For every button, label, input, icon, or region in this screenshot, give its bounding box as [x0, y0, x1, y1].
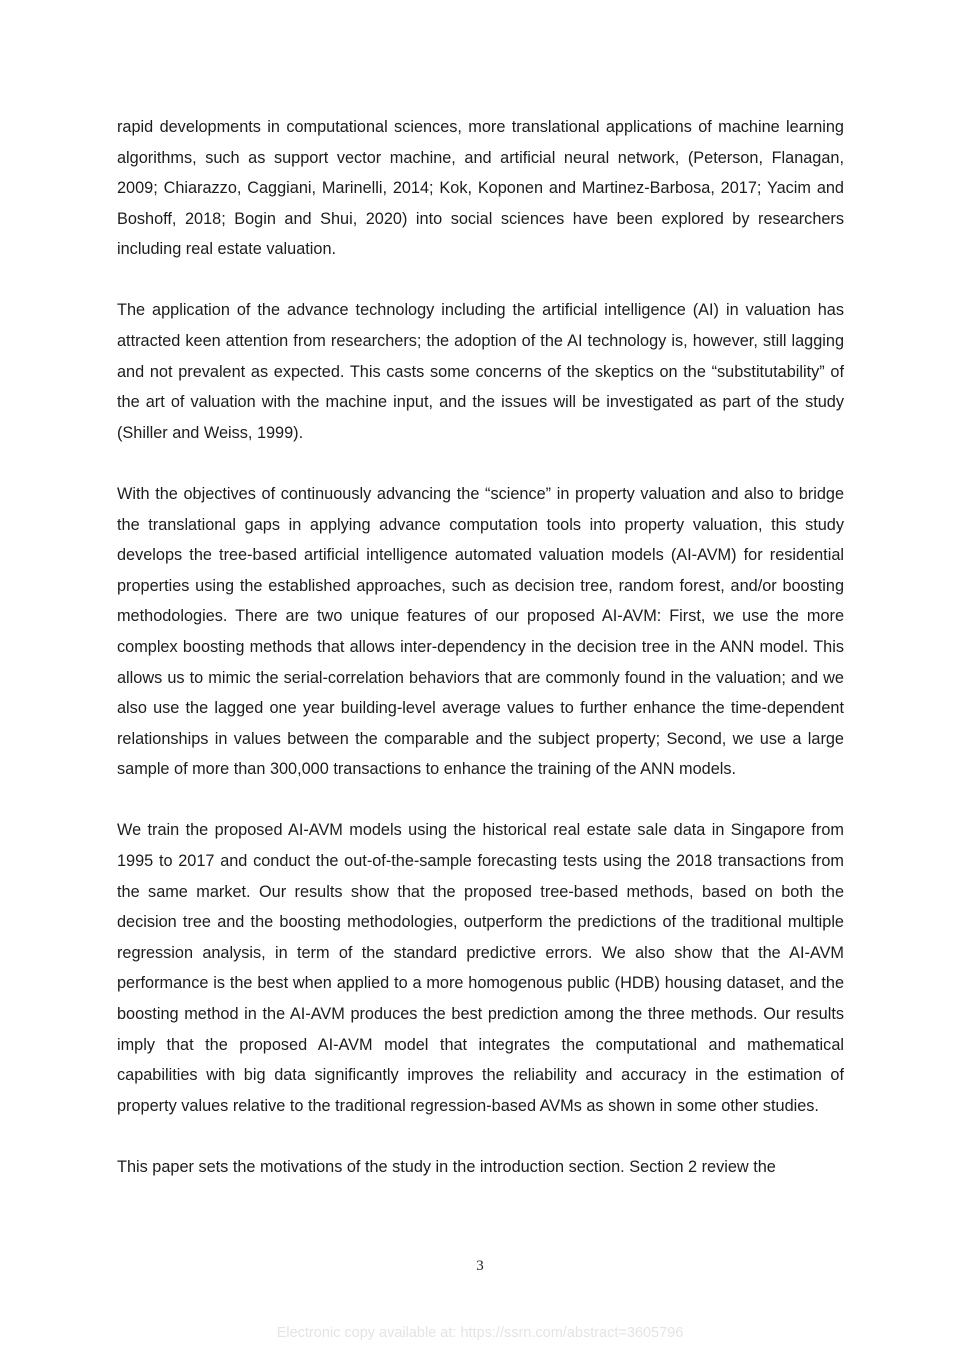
paragraph-3: With the objectives of continuously advancing the “science” in property valuation and also to bridge the translational gaps in applying advance computation tools into property valuation, this study develops the tree-based artificial intelligence automated valuation models (AI-AVM) for residential properties using the established approaches, such as decision tree, random forest, and/or boosting methodologies. There are two unique features of our proposed AI-AVM: First, we use the more complex boosting methods that allows inter-dependency in the decision tree in the ANN model. This allows us to mimic the serial-correlation behaviors that are commonly found in the valuation; and we also use the lagged one year building-level average values to further enhance the time-dependent relationships in values between the comparable and the subject property; Second, we use a large sample of more than 300,000 transactions to enhance the training of the ANN models. — [117, 484, 844, 779]
page-number: 3 — [476, 1258, 484, 1274]
paragraph-2: The application of the advance technology including the artificial intelligence (AI) in valuation has attracted keen attention from researchers; the adoption of the AI technology is, however, still lagging and not prevalent as expected. This casts some concerns of the skeptics on the “substitutability” of the art of valuation with the machine input, and the issues will be investigated as part of the study (Shiller and Weiss, 1999). — [117, 301, 844, 442]
paragraph-5: This paper sets the motivations of the study in the introduction section. Section 2 review the — [117, 1157, 776, 1176]
paragraph-1: rapid developments in computational sciences, more translational applications of machine learning algorithms, such as support vector machine, and artificial neural network, (Peterson, Flanagan, 2009; Chiarazzo, Caggiani, Marinelli, 2014; Kok, Koponen and Martinez-Barbosa, 2017; Yacim and Boshoff, 2018; Bogin and Shui, 2020) into social sciences have been explored by researchers including real estate valuation. — [117, 118, 844, 259]
ssrn-footer-watermark: Electronic copy available at: https://ssrn.com/abstract=3605796 — [276, 1325, 684, 1341]
paragraph-4: We train the proposed AI-AVM models using the historical real estate sale data in Singapore from 1995 to 2017 and conduct the out-of-the-sample forecasting tests using the 2018 transactions from the same market. Our results show that the proposed tree-based methods, based on both the decision tree and the boosting methodologies, outperform the predictions of the traditional multiple regression analysis, in term of the standard predictive errors. We also show that the AI-AVM performance is the best when applied to a more homogenous public (HDB) housing dataset, and the boosting method in the AI-AVM produces the best prediction among the three methods. Our results imply that the proposed AI-AVM model that integrates the computational and mathematical capabilities with big data significantly improves the reliability and accuracy in the estimation of property values relative to the traditional regression-based AVMs as shown in some other studies. — [117, 821, 844, 1115]
page-body — [117, 112, 844, 1213]
